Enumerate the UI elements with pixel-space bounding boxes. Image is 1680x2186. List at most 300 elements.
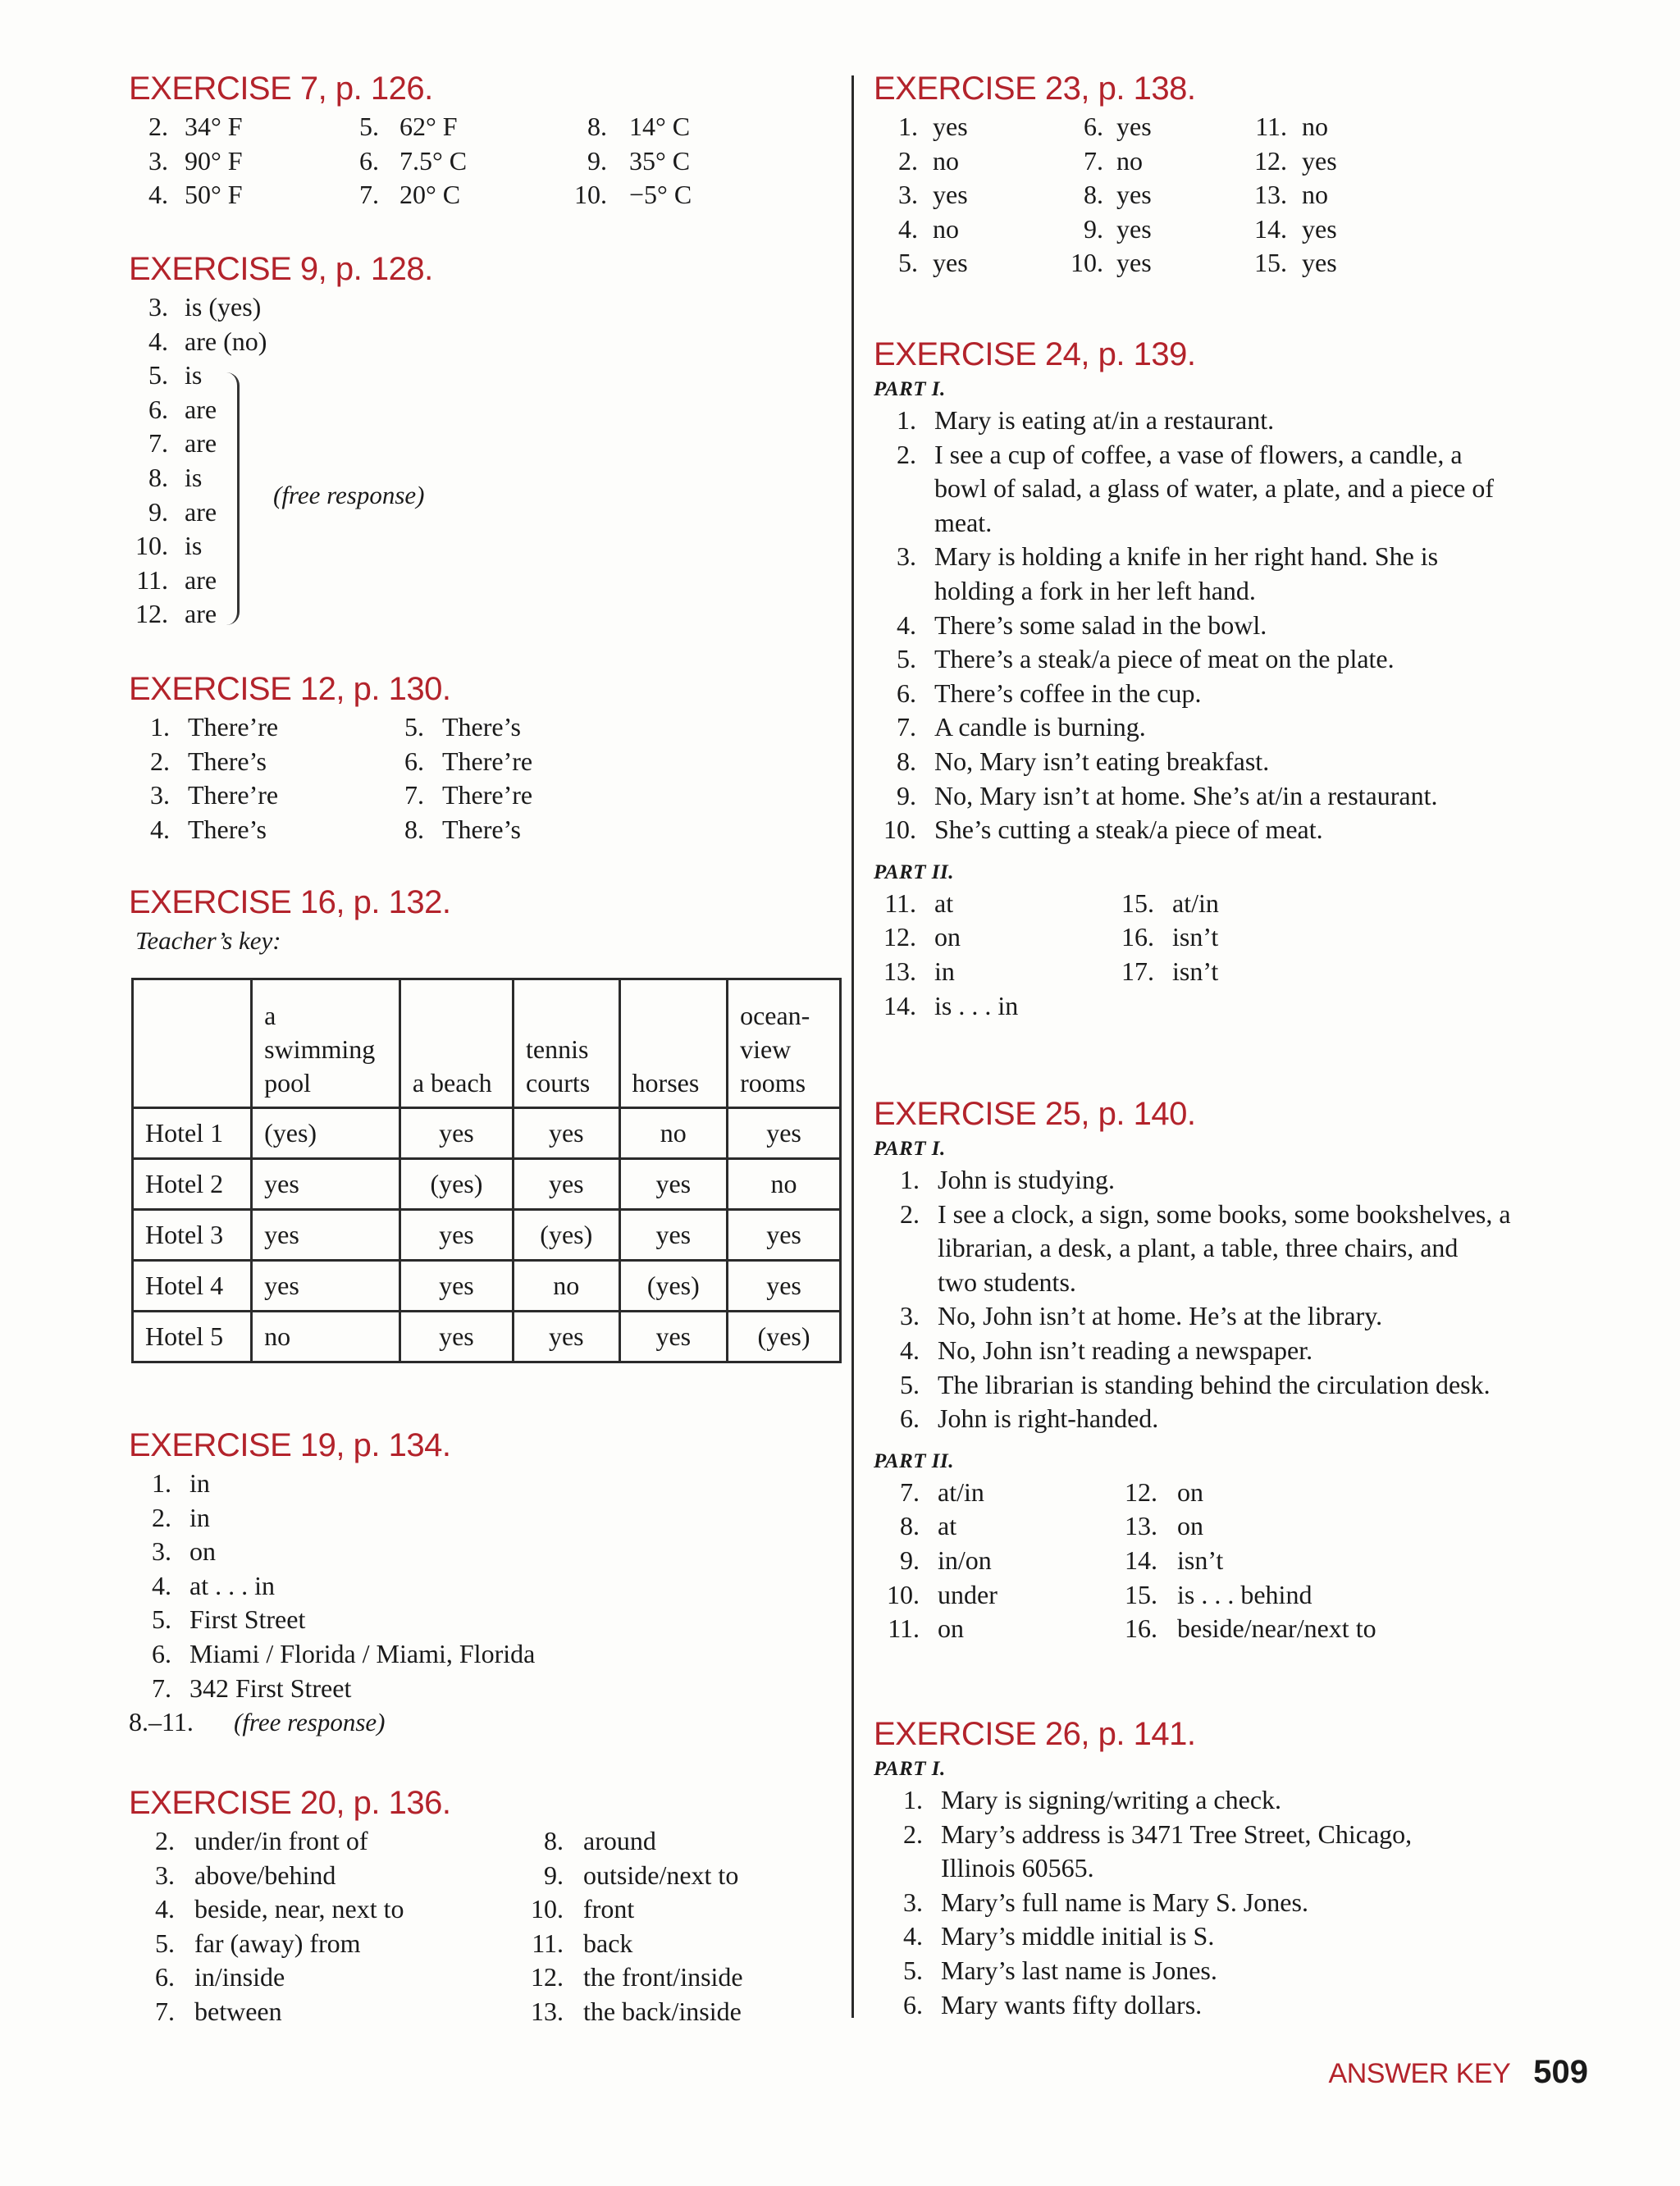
item-number: 9. — [587, 145, 607, 176]
item-text: are — [185, 394, 217, 424]
item-number: 8. — [900, 1511, 920, 1541]
table-row — [133, 1261, 841, 1312]
part-2-label: PART II. — [874, 1449, 954, 1472]
item-number: 5. — [152, 1604, 171, 1635]
item-text: No, Mary isn’t eating breakfast. — [934, 746, 1270, 776]
item-text: on — [189, 1536, 216, 1567]
item-text: 50° F — [185, 180, 243, 210]
table-cell: yes — [252, 1210, 400, 1261]
item-text: around — [583, 1826, 656, 1855]
item-text: front — [583, 1894, 635, 1924]
item-text: bowl of salad, a glass of water, a plate, and a piece of — [934, 473, 1494, 504]
table-cell: yes — [399, 1261, 513, 1312]
answer-row — [129, 178, 834, 212]
item-text: John is right-handed. — [938, 1403, 1159, 1434]
item-number: 3. — [148, 292, 168, 322]
exercise-26-part-1 — [874, 1783, 1612, 2022]
table-cell: (yes) — [728, 1312, 841, 1362]
column-header-line: a — [264, 1001, 276, 1030]
item-text: beside/near/next to — [1177, 1613, 1376, 1644]
item-number: 15. — [1121, 888, 1154, 918]
item-number: 4. — [900, 1335, 920, 1365]
table-cell: yes — [252, 1159, 400, 1210]
item-number: 3. — [900, 1301, 920, 1331]
item-number: 11. — [884, 888, 916, 918]
list-item — [129, 1501, 834, 1536]
row-header-cell: Hotel 3 — [133, 1210, 252, 1261]
item-number: 4. — [155, 1894, 175, 1924]
item-number: 4. — [150, 814, 170, 844]
item-text: 14° C — [629, 112, 691, 141]
item-number: 6. — [897, 678, 916, 708]
table-cell: yes — [514, 1312, 620, 1362]
item-text: on — [934, 922, 961, 952]
column-header-line: courts — [526, 1068, 591, 1098]
item-number: 9. — [1084, 213, 1103, 244]
item-text: no — [933, 145, 959, 176]
list-item — [874, 779, 1612, 814]
item-number: 10. — [135, 531, 168, 561]
table-cell: yes — [619, 1312, 728, 1362]
table-row — [133, 1108, 841, 1159]
item-text: No, John isn’t at home. He’s at the library. — [938, 1301, 1383, 1331]
item-text: isn’t — [1172, 956, 1219, 986]
answer-row — [874, 246, 1612, 281]
exercise-24 — [874, 336, 1612, 1023]
item-number: 8. — [587, 112, 607, 141]
column-header-line: view — [740, 1034, 792, 1064]
exercise-24-part-2 — [874, 887, 1612, 1023]
answer-row — [129, 745, 834, 779]
item-number: 11. — [136, 564, 168, 595]
exercise-25-part-1 — [874, 1163, 1612, 1436]
exercise-12-answers — [129, 710, 834, 847]
list-item — [129, 1467, 834, 1501]
answer-row — [129, 1859, 834, 1893]
item-number: 5. — [897, 644, 916, 674]
item-number: 6. — [148, 394, 168, 424]
item-text: on — [1177, 1511, 1203, 1541]
item-number: 5. — [155, 1928, 175, 1958]
item-text: A candle is burning. — [934, 712, 1146, 742]
row-header-cell: Hotel 2 — [133, 1159, 252, 1210]
item-text: Illinois 60565. — [941, 1853, 1094, 1883]
item-text: no — [933, 213, 959, 244]
item-text: There’re — [442, 780, 533, 810]
item-text: I see a cup of coffee, a vase of flowers, a candle, a — [934, 439, 1463, 469]
list-item — [129, 1535, 834, 1569]
table-cell: yes — [728, 1108, 841, 1159]
part-2-label: PART II. — [874, 860, 954, 883]
exercise-19 — [129, 1427, 834, 1740]
exercise-7-title: EXERCISE 7, p. 126. — [129, 71, 433, 107]
item-number: 12. — [1254, 145, 1287, 176]
item-text: There’s some salad in the bowl. — [934, 609, 1267, 640]
exercise-7 — [129, 71, 834, 212]
list-item — [874, 677, 1612, 711]
item-text: no — [1302, 180, 1328, 210]
item-text: far (away) from — [194, 1928, 361, 1958]
item-text: on — [1177, 1476, 1203, 1507]
answer-row — [129, 110, 834, 144]
item-text: yes — [933, 180, 968, 210]
item-text: at/in — [1172, 888, 1219, 918]
column-header-line: pool — [264, 1068, 311, 1098]
exercise-24-part-1 — [874, 404, 1612, 847]
item-number: 4. — [152, 1570, 171, 1600]
item-number: 8. — [404, 814, 424, 844]
item-number: 1. — [903, 1785, 923, 1814]
item-text: There’s — [188, 814, 267, 844]
item-number: 14. — [1125, 1545, 1157, 1575]
list-item — [129, 325, 834, 359]
item-text: No, Mary isn’t at home. She’s at/in a restaurant. — [934, 780, 1438, 810]
exercise-23-answers — [874, 110, 1612, 281]
item-number: 8. — [897, 746, 916, 776]
item-text: back — [583, 1928, 633, 1958]
item-text: No, John isn’t reading a newspaper. — [938, 1335, 1313, 1365]
item-number: 15. — [1125, 1579, 1157, 1609]
item-number: 13. — [531, 1996, 564, 2026]
item-number: 16. — [1125, 1613, 1157, 1644]
item-number: 2. — [152, 1502, 171, 1532]
item-text: in/inside — [194, 1962, 285, 1992]
item-text: is . . . in — [934, 990, 1019, 1020]
item-text: two students. — [938, 1266, 1076, 1297]
item-number: 8. — [544, 1826, 564, 1855]
item-text: yes — [1116, 248, 1152, 278]
item-number: 12. — [135, 599, 168, 629]
item-text: yes — [1302, 248, 1337, 278]
item-number: 7. — [897, 712, 916, 742]
item-number: 8. — [148, 462, 168, 492]
item-number: 4. — [898, 213, 918, 244]
column-header — [728, 979, 841, 1108]
item-number: 4. — [903, 1921, 923, 1951]
item-text: is . . . behind — [1177, 1579, 1312, 1609]
item-number: 12. — [531, 1962, 564, 1992]
item-text: in/on — [938, 1545, 992, 1575]
item-number: 3. — [152, 1536, 171, 1567]
column-header — [619, 979, 728, 1108]
item-number: 2. — [155, 1826, 175, 1855]
item-text: at — [934, 888, 954, 918]
table-cell: (yes) — [514, 1210, 620, 1261]
exercise-26-title: EXERCISE 26, p. 141. — [874, 1716, 1196, 1752]
item-text: 20° C — [399, 180, 461, 210]
item-number: 2. — [897, 439, 916, 469]
item-text: 90° F — [185, 145, 243, 176]
item-number: 10. — [887, 1579, 920, 1609]
list-item — [874, 1919, 1612, 1954]
item-number: 12. — [1125, 1476, 1157, 1507]
item-number: 13. — [1254, 180, 1287, 210]
answer-row — [874, 1578, 1612, 1613]
exercise-19-title: EXERCISE 19, p. 134. — [129, 1427, 451, 1463]
item-text: Mary is signing/writing a check. — [941, 1785, 1282, 1814]
item-number: 1. — [152, 1468, 171, 1498]
exercise-9-title: EXERCISE 9, p. 128. — [129, 251, 433, 287]
page-footer — [1329, 2054, 1588, 2091]
item-text: no — [1116, 145, 1143, 176]
item-text: isn’t — [1172, 922, 1219, 952]
answer-row — [129, 813, 834, 847]
item-number: 4. — [148, 326, 168, 356]
item-number: 9. — [900, 1545, 920, 1575]
list-item — [874, 1334, 1612, 1368]
item-text: the back/inside — [583, 1996, 742, 2026]
list-item — [874, 404, 1612, 438]
item-text: Mary is holding a knife in her right hand. She is — [934, 541, 1439, 572]
item-text: yes — [1116, 213, 1152, 244]
item-text: above/behind — [194, 1860, 336, 1890]
item-number: 1. — [898, 112, 918, 141]
item-text: under/in front of — [194, 1826, 368, 1855]
item-number: 14. — [1254, 213, 1287, 244]
list-item-continuation — [874, 506, 1612, 541]
list-item — [874, 642, 1612, 677]
exercise-9 — [129, 251, 834, 632]
item-number: 11. — [1255, 112, 1287, 141]
item-number: 7. — [148, 428, 168, 459]
item-number: 10. — [883, 815, 916, 845]
item-text: There’s a steak/a piece of meat on the plate. — [934, 644, 1395, 674]
exercise-20 — [129, 1785, 834, 2029]
row-header-cell: Hotel 4 — [133, 1261, 252, 1312]
item-number: 9. — [897, 780, 916, 810]
list-item — [874, 1368, 1612, 1403]
list-item — [874, 609, 1612, 643]
item-text: holding a fork in her left hand. — [934, 575, 1256, 605]
table-cell: yes — [728, 1261, 841, 1312]
table-cell: yes — [514, 1159, 620, 1210]
table-cell: (yes) — [252, 1108, 400, 1159]
item-text: are — [185, 428, 217, 459]
answer-row — [874, 989, 1612, 1024]
item-text: Mary’s last name is Jones. — [941, 1955, 1217, 1985]
item-text: The librarian is standing behind the circulation desk. — [938, 1369, 1491, 1399]
item-number: 12. — [883, 922, 916, 952]
item-text: between — [194, 1996, 282, 2026]
part-1-label: PART I. — [874, 1138, 946, 1160]
item-text: First Street — [189, 1604, 306, 1635]
item-number: 6. — [903, 1989, 923, 2019]
item-text: There’re — [442, 746, 533, 776]
item-number: 15. — [1254, 248, 1287, 278]
answer-row — [129, 710, 834, 745]
item-text: yes — [1116, 112, 1152, 141]
page-number: 509 — [1533, 2054, 1588, 2090]
item-text: at/in — [938, 1476, 984, 1507]
item-number: 4. — [897, 609, 916, 640]
item-text: in — [189, 1502, 210, 1532]
exercise-20-title: EXERCISE 20, p. 136. — [129, 1785, 451, 1821]
list-item — [874, 438, 1612, 472]
item-text: outside/next to — [583, 1860, 739, 1890]
list-item — [874, 1886, 1612, 1920]
list-item — [874, 710, 1612, 745]
item-text: There’re — [188, 780, 279, 810]
list-item-continuation — [874, 1266, 1612, 1300]
column-header-line: rooms — [740, 1068, 806, 1098]
table-cell: no — [728, 1159, 841, 1210]
part-1-label: PART I. — [874, 378, 946, 400]
list-item-continuation — [874, 1851, 1612, 1886]
item-text: is (yes) — [185, 292, 262, 322]
item-text: beside, near, next to — [194, 1894, 404, 1924]
item-number: 6. — [404, 746, 424, 776]
item-text: in — [934, 956, 955, 986]
item-number: 6. — [900, 1403, 920, 1434]
list-item — [874, 1954, 1612, 1988]
item-number: 17. — [1121, 956, 1154, 986]
item-number: 13. — [883, 956, 916, 986]
list-item-continuation — [874, 574, 1612, 609]
item-text: yes — [1302, 145, 1337, 176]
item-text: on — [938, 1613, 964, 1644]
item-text: no — [1302, 112, 1328, 141]
item-number: 6. — [359, 145, 379, 176]
exercise-12-title: EXERCISE 12, p. 130. — [129, 671, 451, 707]
item-text: Mary’s middle initial is S. — [941, 1921, 1215, 1951]
item-number: 6. — [155, 1962, 175, 1992]
answer-row — [129, 778, 834, 813]
list-item — [874, 813, 1612, 847]
item-text: Miami / Florida / Miami, Florida — [189, 1638, 536, 1668]
column-header-line: a beach — [412, 1068, 492, 1098]
column-header-line: ocean- — [740, 1001, 810, 1030]
list-item — [874, 1163, 1612, 1198]
item-text: Mary wants fifty dollars. — [941, 1989, 1203, 2019]
item-number: 16. — [1121, 922, 1154, 952]
item-text: 62° F — [399, 112, 458, 141]
item-number: 3. — [148, 145, 168, 176]
item-number: 7. — [900, 1476, 920, 1507]
column-divider — [851, 75, 854, 2018]
list-item — [874, 1818, 1612, 1852]
item-number: 9. — [544, 1860, 564, 1890]
answer-row — [874, 110, 1612, 144]
item-number: 2. — [900, 1198, 920, 1229]
item-number: 1. — [897, 405, 916, 435]
list-item-continuation — [874, 1231, 1612, 1266]
exercise-23-title: EXERCISE 23, p. 138. — [874, 71, 1196, 107]
list-item — [874, 745, 1612, 779]
exercise-25-part-2 — [874, 1476, 1612, 1646]
exercise-19-answers — [129, 1467, 834, 1705]
item-text: are — [185, 496, 217, 527]
free-response-note: (free response) — [273, 481, 425, 509]
table-cell: (yes) — [399, 1159, 513, 1210]
exercise-26 — [874, 1716, 1612, 2022]
item-text: There’s — [442, 814, 521, 844]
table-header-row — [133, 979, 841, 1108]
answer-row — [874, 144, 1612, 179]
item-number: 3. — [898, 180, 918, 210]
item-text: is — [185, 360, 203, 390]
list-item — [129, 1637, 834, 1672]
item-text: John is studying. — [938, 1165, 1116, 1194]
table-cell: no — [252, 1312, 400, 1362]
item-text: (free response) — [234, 1708, 386, 1737]
item-number: 5. — [900, 1369, 920, 1399]
item-text: 7.5° C — [399, 145, 468, 176]
item-text: yes — [1302, 213, 1337, 244]
item-text: under — [938, 1579, 998, 1609]
item-text: are (no) — [185, 326, 267, 356]
exercise-20-answers — [129, 1824, 834, 2029]
item-number: 11. — [532, 1928, 564, 1958]
answer-row — [129, 1824, 834, 1859]
answer-row — [874, 1476, 1612, 1510]
item-text: is — [185, 462, 203, 492]
exercise-16-title: EXERCISE 16, p. 132. — [129, 884, 451, 920]
column-header-line: horses — [632, 1068, 700, 1098]
item-number: 7. — [359, 180, 379, 210]
list-item — [874, 1198, 1612, 1232]
answer-row — [874, 1544, 1612, 1578]
column-header — [514, 979, 620, 1108]
item-number: 5. — [404, 712, 424, 742]
table-cell: yes — [399, 1108, 513, 1159]
item-text: at — [938, 1511, 957, 1541]
list-item — [129, 1569, 834, 1604]
list-item — [874, 1988, 1612, 2023]
item-text: at . . . in — [189, 1570, 275, 1600]
free-response-bracket — [224, 372, 240, 625]
item-number: 7. — [152, 1673, 171, 1703]
item-number: 5. — [359, 112, 379, 141]
answer-row — [874, 1509, 1612, 1544]
item-number: 3. — [155, 1860, 175, 1890]
table-cell: yes — [399, 1312, 513, 1362]
table-cell: yes — [399, 1210, 513, 1261]
row-header-cell: Hotel 1 — [133, 1108, 252, 1159]
list-item-continuation — [874, 472, 1612, 506]
item-text: in — [189, 1468, 210, 1498]
item-text: yes — [933, 112, 968, 141]
table-row — [133, 1210, 841, 1261]
item-number: 10. — [1071, 248, 1103, 278]
answer-row — [129, 1892, 834, 1927]
item-number: 10. — [574, 180, 607, 210]
item-number: 2. — [148, 112, 168, 141]
table-cell: yes — [619, 1159, 728, 1210]
item-text: librarian, a desk, a plant, a table, three chairs, and — [938, 1233, 1459, 1263]
item-number: 14. — [883, 990, 916, 1020]
answer-key-label: ANSWER KEY — [1328, 2058, 1511, 2089]
table-cell: (yes) — [619, 1261, 728, 1312]
item-number: 2. — [898, 145, 918, 176]
list-item — [874, 1783, 1612, 1818]
table-corner-cell — [133, 979, 252, 1108]
item-text: 342 First Street — [189, 1673, 352, 1703]
item-number: 7. — [404, 780, 424, 810]
item-text: There’s coffee in the cup. — [934, 678, 1202, 708]
item-text: are — [185, 599, 217, 629]
exercise-7-answers — [129, 110, 834, 212]
item-number: 9. — [148, 496, 168, 527]
item-text: Mary’s address is 3471 Tree Street, Chicago, — [941, 1819, 1413, 1849]
item-number: 7. — [155, 1996, 175, 2026]
item-text: is — [185, 531, 203, 561]
item-number: 2. — [150, 746, 170, 776]
item-text: There’re — [188, 712, 279, 742]
item-number: 3. — [150, 780, 170, 810]
table-cell: yes — [514, 1108, 620, 1159]
item-text: meat. — [934, 507, 993, 537]
item-number: 3. — [903, 1887, 923, 1917]
